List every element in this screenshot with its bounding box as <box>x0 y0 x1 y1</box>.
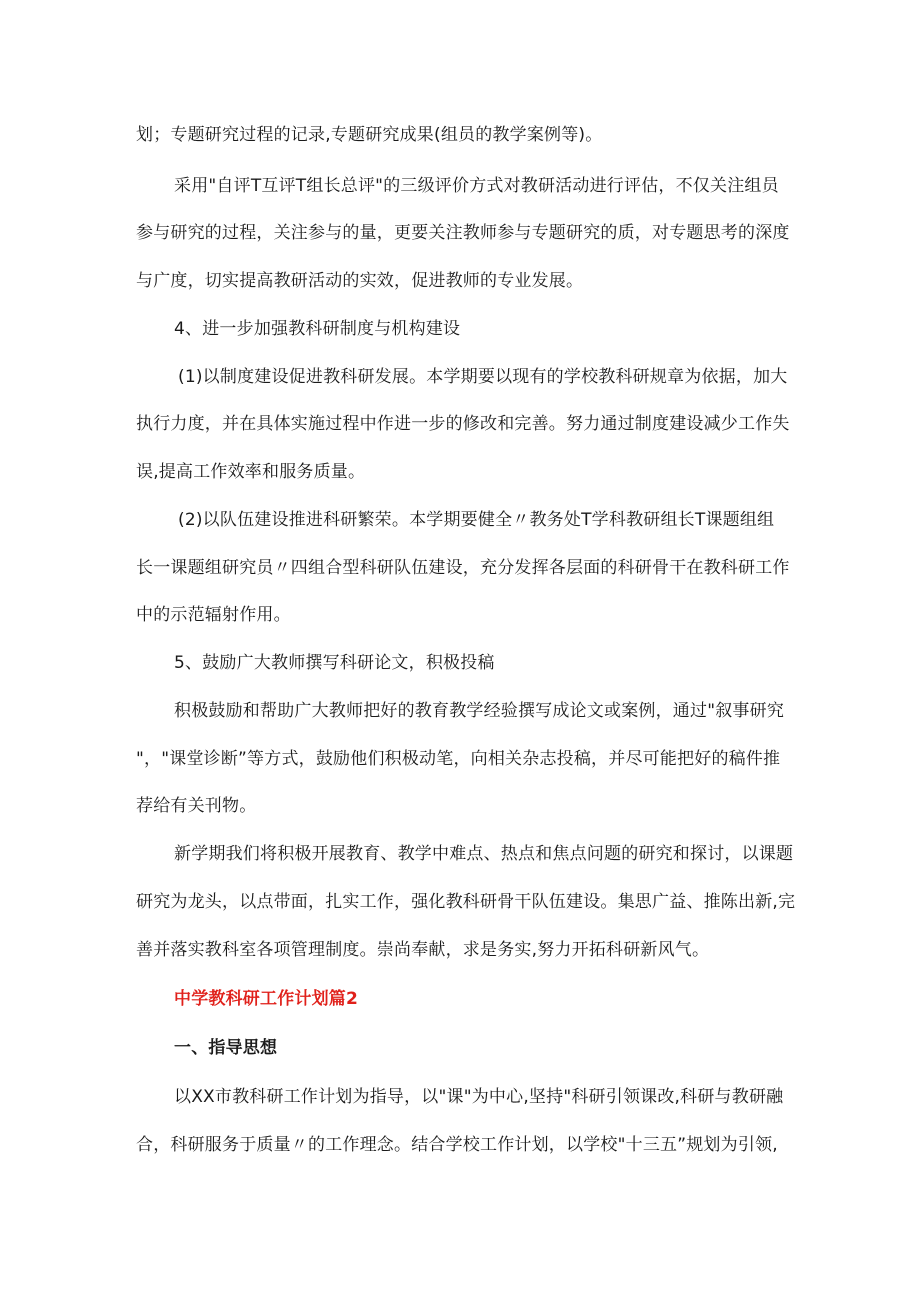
text-line: (1)以制度建设促进教科研发展。本学期要以现有的学校教科研规章为依据，加大 <box>178 367 788 387</box>
text-line: 研究为龙头，以点带面，扎实工作，强化教科研骨干队伍建设。集思广益、推陈出新,完 <box>136 892 796 912</box>
text-line: 新学期我们将积极开展教育、教学中难点、热点和焦点问题的研究和探讨，以课题 <box>174 844 794 864</box>
text-line: 以XX市教科研工作计划为指导，以"课"为中心,坚持"科研引领课改,科研与教研融 <box>174 1087 784 1107</box>
subheading: 一、指导思想 <box>174 1038 278 1058</box>
text-line: "，"课堂诊断”等方式，鼓励他们积极动笔，向相关杂志投稿，并尽可能把好的稿件推 <box>136 749 781 769</box>
section-heading: 5、鼓励广大教师撰写科研论文，积极投稿 <box>174 653 495 673</box>
section-title: 中学教科研工作计划篇2 <box>174 989 359 1009</box>
text-line: 合，科研服务于质量〃的工作理念。结合学校工作计划，以学校"十三五”规划为引领, <box>136 1135 778 1155</box>
text-line: (2)以队伍建设推进科研繁荣。本学期要健全〃教务处T学科教研组长T课题组组 <box>178 510 775 530</box>
text-line: 长一课题组研究员〃四组合型科研队伍建设，充分发挥各层面的科研骨干在教科研工作 <box>136 558 790 578</box>
section-heading: 4、进一步加强教科研制度与机构建设 <box>174 319 461 339</box>
text-line: 荐给有关刊物。 <box>136 796 257 816</box>
text-line: 误,提高工作效率和服务质量。 <box>136 462 366 482</box>
text-line: 采用"自评T互评T组长总评"的三级评价方式对教研活动进行评估，不仅关注组员 <box>174 176 779 196</box>
text-line: 善并落实教科室各项管理制度。崇尚奉献，求是务实,努力开拓科研新风气。 <box>136 940 710 960</box>
text-line: 执行力度，并在具体实施过程中作进一步的修改和完善。努力通过制度建设减少工作失 <box>136 414 790 434</box>
text-line: 参与研究的过程，关注参与的量，更要关注教师参与专题研究的质，对专题思考的深度 <box>136 223 790 243</box>
text-line: 与广度，切实提高教研活动的实效，促进教师的专业发展。 <box>136 271 584 291</box>
text-line: 积极鼓励和帮助广大教师把好的教育教学经验撰写成论文或案例，通过"叙事研究 <box>174 701 785 721</box>
text-line: 划；专题研究过程的记录,专题研究成果(组员的教学案例等)。 <box>136 125 603 145</box>
text-line: 中的示范辐射作用。 <box>136 605 291 625</box>
